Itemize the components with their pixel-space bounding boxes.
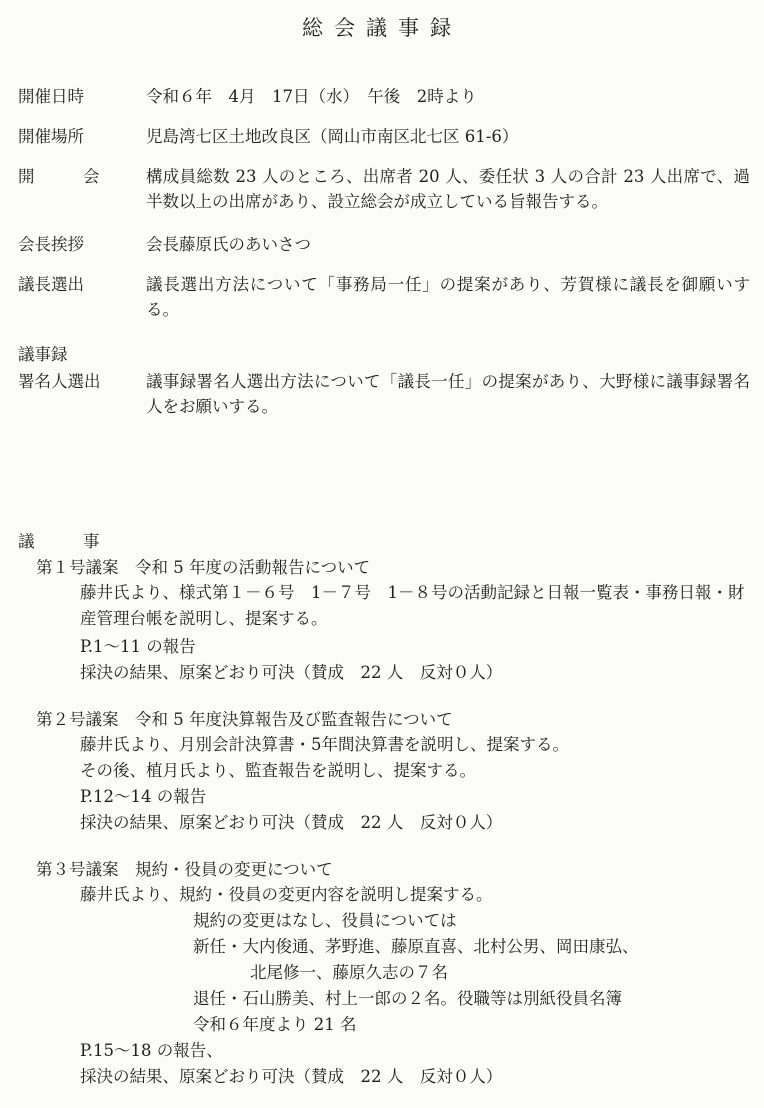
- agenda-item-2-line1: 藤井氏より、月別会計決算書・5年間決算書を説明し、提案する。: [80, 735, 569, 754]
- agenda-item-3-heading: 第３号議案 規約・役員の変更について: [36, 860, 333, 879]
- agenda-item-1-pages: P.1～11 の報告: [80, 637, 196, 656]
- place-label: 開催場所: [18, 127, 84, 146]
- greeting-label: 会長挨拶: [18, 235, 84, 254]
- agenda-item-3-detail3: 北尾修一、藤原久志の７名: [250, 963, 448, 982]
- place-value: 児島湾七区土地改良区（岡山市南区北七区 61-6）: [146, 127, 519, 146]
- greeting-value: 会長藤原氏のあいさつ: [146, 235, 311, 254]
- agenda-item-3-line1: 藤井氏より、規約・役員の変更内容を説明し提案する。: [80, 885, 493, 904]
- agenda-label: 議 事: [18, 532, 116, 551]
- chair-label: 議長選出: [18, 275, 84, 294]
- agenda-item-2-line2: その後、植月氏より、監査報告を説明し、提案する。: [80, 761, 476, 780]
- agenda-item-3-pages: P.15～18 の報告、: [80, 1041, 223, 1060]
- open-value: 構成員総数 23 人のところ、出席者 20 人、委任状 3 人の合計 23 人出席で、過半数以上の出席があり、設立総会が成立している旨報告する。: [146, 167, 750, 211]
- agenda-item-3-detail2: 新任・大内俊通、茅野進、藤原直喜、北村公男、岡田康弘、: [193, 937, 639, 956]
- agenda-item-1-vote: 採決の結果、原案どおり可決（賛成 22 人 反対０人）: [80, 663, 503, 682]
- agenda-item-3-detail5: 令和６年度より 21 名: [193, 1015, 357, 1034]
- agenda-item-3-detail1: 規約の変更はなし、役員については: [193, 911, 457, 930]
- agenda-item-2-heading: 第２号議案 令和 5 年度決算報告及び監査報告について: [36, 710, 453, 729]
- agenda-item-3-detail4: 退任・石山勝美、村上一郎の２名。役職等は別紙役員名簿: [193, 989, 622, 1008]
- agenda-item-2-pages: P.12～14 の報告: [80, 787, 207, 806]
- signer-label-line2: 署名人選出: [18, 372, 101, 391]
- agenda-item-1-heading: 第１号議案 令和 5 年度の活動報告について: [36, 558, 371, 577]
- signer-value: 議事録署名人選出方法について「議長一任」の提案があり、大野様に議事録署名人をお願いする。: [146, 372, 750, 416]
- signer-label-line1: 議事録: [18, 345, 68, 364]
- agenda-item-2-vote: 採決の結果、原案どおり可決（賛成 22 人 反対０人）: [80, 813, 503, 832]
- document-title: 総会議事録: [302, 16, 462, 40]
- agenda-item-3-vote: 採決の結果、原案どおり可決（賛成 22 人 反対０人）: [80, 1067, 503, 1086]
- chair-value: 議長選出方法について「事務局一任」の提案があり、芳賀様に議長を御願いする。: [146, 275, 750, 319]
- agenda-item-1-description: 藤井氏より、様式第１－６号 1－７号 1－８号の活動記録と日報一覧表・事務日報・財産管理台帳を説明し、提案する。: [80, 583, 745, 628]
- date-value: 令和６年 4月 17日（水） 午後 2時より: [146, 87, 477, 106]
- date-label: 開催日時: [18, 87, 84, 106]
- open-label: 開 会: [18, 167, 116, 186]
